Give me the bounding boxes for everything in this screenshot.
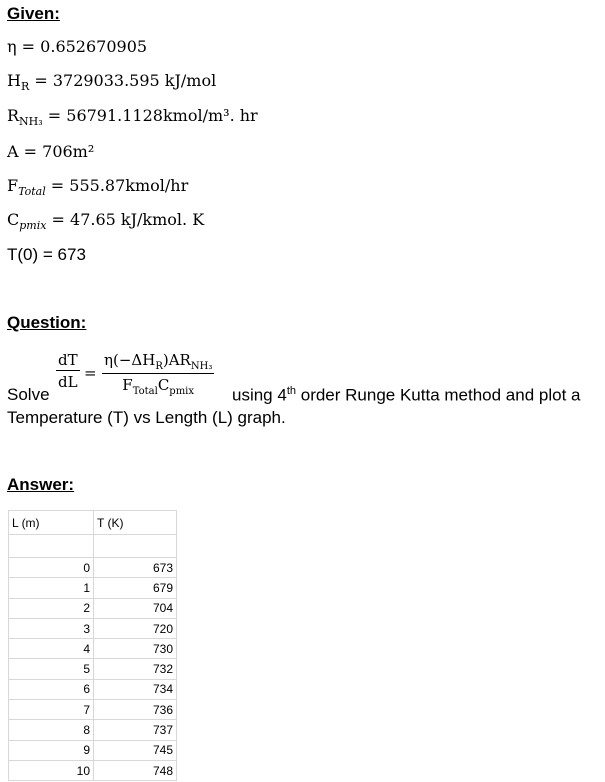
hr-subscript: R <box>20 80 30 94</box>
answer-heading: Answer: <box>7 475 75 494</box>
table-row <box>9 578 177 598</box>
temperature-cell: 679 <box>94 578 177 598</box>
header-temperature: T (K) <box>94 511 177 535</box>
equation-equals: = <box>84 364 97 382</box>
table-row <box>9 700 177 720</box>
question-text-post: order Runge Kutta method and plot a <box>296 385 581 405</box>
ftotal-line <box>7 176 188 198</box>
blank-cell <box>94 535 177 558</box>
temperature-cell: 748 <box>94 760 177 780</box>
length-cell: 10 <box>9 760 94 780</box>
area-value: 706m² <box>42 142 95 161</box>
hr-value: 3729033.595 kJ/mol <box>52 71 217 90</box>
table-header-row <box>9 511 177 535</box>
temperature-cell: 720 <box>94 618 177 638</box>
cpmix-symbol: C <box>7 210 20 229</box>
lhs-denominator: dL <box>58 373 78 391</box>
temperature-cell: 734 <box>94 679 177 699</box>
temperature-cell: 730 <box>94 639 177 659</box>
rhs-den-main: F <box>122 376 133 394</box>
ftotal-equals: = <box>45 176 70 195</box>
ftotal-symbol: F <box>7 176 19 195</box>
rnh3-equals: = <box>42 106 67 125</box>
rhs-den-sub1: Total <box>132 386 158 397</box>
temperature-cell: 736 <box>94 700 177 720</box>
rhs-num-sub2: NH₃ <box>190 361 213 372</box>
area-symbol: A <box>7 142 19 161</box>
ftotal-value: 555.87kmol/hr <box>69 176 189 195</box>
length-cell: 3 <box>9 618 94 638</box>
table-row <box>9 618 177 638</box>
blank-cell <box>9 535 94 558</box>
table-row <box>9 558 177 578</box>
rnh3-subscript: NH₃ <box>19 115 43 129</box>
table-row <box>9 639 177 659</box>
length-cell: 4 <box>9 639 94 659</box>
rnh3-line <box>7 106 258 128</box>
eta-symbol: η <box>7 37 17 56</box>
given-heading: Given: <box>7 4 60 23</box>
area-line <box>7 142 94 161</box>
table-row <box>9 659 177 679</box>
length-cell: 9 <box>9 740 94 760</box>
lhs-numerator: dT <box>58 351 78 369</box>
solve-word: Solve <box>7 385 50 404</box>
hr-line <box>7 71 216 93</box>
length-cell: 7 <box>9 700 94 720</box>
question-text <box>232 385 580 406</box>
table-row <box>9 760 177 780</box>
rhs-fraction <box>102 351 214 397</box>
rhs-denominator <box>102 374 214 397</box>
temperature-cell: 673 <box>94 558 177 578</box>
temperature-cell: 737 <box>94 720 177 740</box>
lhs-fraction <box>56 351 80 391</box>
cpmix-line <box>7 210 204 232</box>
temperature-cell: 732 <box>94 659 177 679</box>
cpmix-subscript: pmix <box>19 219 47 233</box>
cpmix-value: 47.65 kJ/kmol. K <box>70 210 205 229</box>
table-row <box>9 720 177 740</box>
table-blank-row <box>9 535 177 558</box>
header-length: L (m) <box>9 511 94 535</box>
eta-value: 0.652670905 <box>40 37 148 56</box>
rnh3-symbol: R <box>7 106 20 125</box>
length-cell: 5 <box>9 659 94 679</box>
rhs-num-sub1: R <box>155 361 163 372</box>
rnh3-value: 56791.1128kmol/m³. hr <box>66 106 258 125</box>
area-equals: = <box>18 142 43 161</box>
question-line2: Temperature (T) vs Length (L) graph. <box>7 408 286 427</box>
rhs-num-main: η(−ΔH <box>104 351 156 369</box>
table-row <box>9 740 177 760</box>
length-cell: 6 <box>9 679 94 699</box>
hr-symbol: H <box>7 71 21 90</box>
initial-condition: T(0) = 673 <box>7 245 86 264</box>
cpmix-equals: = <box>46 210 71 229</box>
length-cell: 1 <box>9 578 94 598</box>
results-table <box>8 510 177 781</box>
question-text-sup: th <box>286 385 297 397</box>
rhs-numerator <box>102 351 214 374</box>
temperature-cell: 745 <box>94 740 177 760</box>
length-cell: 0 <box>9 558 94 578</box>
ftotal-subscript: Total <box>18 185 46 199</box>
length-cell: 2 <box>9 598 94 618</box>
length-cell: 8 <box>9 720 94 740</box>
rhs-den-mid: C <box>157 376 170 394</box>
question-text-pre: using 4 <box>232 385 287 405</box>
table-row <box>9 598 177 618</box>
rhs-num-mid: )AR <box>162 351 191 369</box>
table-row <box>9 679 177 699</box>
question-heading: Question: <box>7 313 87 332</box>
hr-equals: = <box>29 71 53 90</box>
eta-equals: = <box>16 37 41 56</box>
temperature-cell: 704 <box>94 598 177 618</box>
rhs-den-sub2: pmix <box>169 386 195 397</box>
eta-line <box>7 37 147 56</box>
